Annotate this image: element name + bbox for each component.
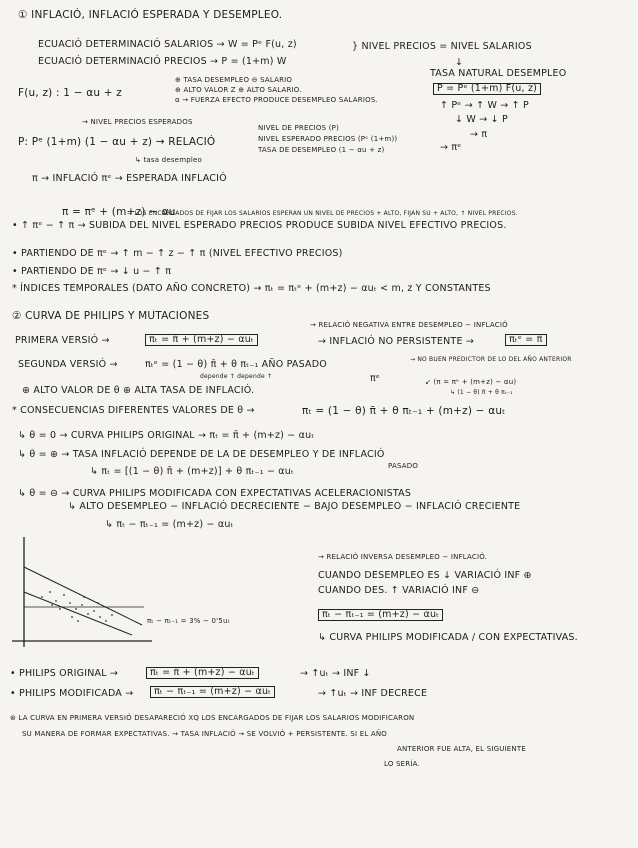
note-line-l10: α → FUERZA EFECTO PRODUCE DESEMPLEO SALARIOS.: [175, 96, 378, 104]
note-line-l05: ↓: [455, 57, 464, 68]
note-line-l13: ↑ Pᵉ → ↑ W → ↑ P: [440, 100, 529, 111]
note-line-l07: ⊕ TASA DESEMPLEO ⊖ SALARIO: [175, 76, 293, 84]
note-line-l25: • ↑ πᵉ − ↑ π → SUBIDA DEL NIVEL ESPERADO PRECIOS PRODUCE SUBIDA NIVEL EFECTIVO PRECIOS.: [12, 220, 507, 231]
note-line-l33: → INFLACIÓ NO PERSISTENTE →: [318, 336, 475, 347]
note-line-l04: ECUACIÓ DETERMINACIÓ PRECIOS → P = (1+m) W: [38, 56, 287, 67]
note-line-l48: ↳ πₜ = [(1 − θ) π̄ + (m+z)] + θ πₜ₋₁ − αuₜ: [90, 466, 294, 477]
note-line-l46: ↳ θ = ⊕ → TASA INFLACIÓ DEPENDE DE LA DE DESEMPLEO Y DE INFLACIÓ: [18, 449, 385, 460]
note-line-l37: → NO BUEN PREDICTOR DE LO DEL AÑO ANTERIOR: [410, 356, 572, 363]
note-line-l03: } NIVEL PRECIOS = NIVEL SALARIOS: [352, 41, 532, 52]
note-line-l08: F(u, z) : 1 − αu + z: [18, 87, 123, 99]
note-line-l60: → ↑uₜ → INF ↓: [300, 668, 371, 679]
note-line-l55: πₜ − πₜ₋₁ = 3% − 0'5uₜ: [147, 617, 230, 625]
note-line-l12: → NIVEL PRECIOS ESPERADOS: [82, 118, 193, 126]
note-line-l23: π = πᵉ + (m+z) − αu: [62, 206, 176, 218]
note-line-l49: ↳ θ = ⊖ → CURVA PHILIPS MODIFICADA CON EXPECTATIVAS ACELERACIONISTAS: [18, 488, 412, 499]
note-line-l27: • PARTIENDO DE πᵉ → ↓ u − ↑ π: [12, 266, 172, 277]
note-line-l20: → πᵉ: [440, 142, 462, 153]
note-line-l16: NIVEL DE PRECIOS (P): [258, 124, 339, 132]
philips-sketch-chart: [12, 537, 157, 657]
note-line-l67: LO SERÍA.: [384, 760, 420, 768]
note-line-l31: PRIMERA VERSIÓ →: [15, 335, 110, 346]
note-line-l47: PASADO: [388, 462, 419, 470]
note-line-l24: → LOS ENCARGADOS DE FIJAR LOS SALARIOS ESPERAN UN NIVEL DE PRECIOS + ALTO, FIJAN SU + ALTO, ↑ NIVEL PRECIOS.: [127, 210, 518, 217]
note-line-l56: πₜ − πₜ₋₁ = (m+z) − αuₜ: [318, 609, 443, 621]
note-line-l62: πₜ − πₜ₋₁ = (m+z) − αuₜ: [150, 686, 275, 698]
note-line-l42: ↳ (1 − θ) π̄ + θ πₜ₋₁: [450, 389, 513, 396]
note-line-l40: ↙ (π = πᵉ + (m+z) − αu): [425, 378, 517, 386]
note-line-l11: P = Pᵉ (1+m) F(u, z): [433, 83, 541, 95]
note-line-l39: πᵉ: [370, 373, 381, 384]
chart-line-2: [24, 592, 132, 635]
chart-line-1: [24, 567, 142, 625]
note-line-l54: CUANDO DES. ↑ VARIACIÓ INF ⊖: [318, 585, 480, 596]
note-line-l01: ① INFLACIÓ, INFLACIÓ ESPERADA Y DESEMPLEO.: [18, 9, 283, 21]
note-line-l06: TASA NATURAL DESEMPLEO: [430, 68, 567, 79]
chart-scatter-points: [41, 591, 113, 622]
note-line-l41: ⊕ ALTO VALOR DE θ ⊕ ALTA TASA DE INFLACIÓ.: [22, 385, 255, 396]
note-line-l02: ECUACIÓ DETERMINACIÓ SALARIOS → W = Pᵉ F(u, z): [38, 39, 297, 50]
note-line-l58: • PHILIPS ORIGINAL →: [10, 668, 119, 679]
note-line-l18: TASA DE DESEMPLEO (1 − αu + z): [258, 146, 385, 154]
note-line-l43: * CONSECUENCIAS DIFERENTES VALORES DE θ →: [12, 405, 255, 416]
note-line-l17: NIVEL ESPERADO PRECIOS (Pᵉ (1+m)): [258, 135, 398, 143]
note-line-l32: πₜ = π̄ + (m+z) − αuₜ: [145, 334, 258, 346]
note-line-l65: SU MANERA DE FORMAR EXPECTATIVAS. → TASA INFLACIÓ → SE VOLVIÓ + PERSISTENTE. SI EL AÑO: [22, 730, 387, 738]
note-line-l26: • PARTIENDO DE πᵉ → ↑ m − ↑ z − ↑ π (NIVEL EFECTIVO PRECIOS): [12, 248, 343, 259]
note-line-l50: ↳ ALTO DESEMPLEO − INFLACIÓ DECRECIENTE − BAJO DESEMPLEO − INFLACIÓ CRECIENTE: [68, 501, 521, 512]
note-line-l15: P: Pᵉ (1+m) (1 − αu + z) → RELACIÓ: [18, 136, 216, 148]
note-line-l34: πₜᵉ = π̄: [505, 334, 547, 346]
note-line-l52: → RELACIÓ INVERSA DESEMPLEO − INFLACIÓ.: [318, 553, 488, 561]
note-line-l09: ⊕ ALTO VALOR Z ⊕ ALTO SALARIO.: [175, 86, 302, 94]
note-line-l29: ② CURVA DE PHILIPS Y MUTACIONES: [12, 310, 210, 322]
note-line-l19: → π: [470, 129, 488, 140]
note-line-l38: depende ↑ depende ↑: [200, 373, 273, 380]
note-line-l35: SEGUNDA VERSIÓ →: [18, 359, 118, 370]
note-line-l64: ⊛ LA CURVA EN PRIMERA VERSIÓ DESAPARECIÓ XQ LOS ENCARGADOS DE FIJAR LOS SALARIOS MODIFICARON: [10, 714, 415, 722]
note-line-l61: • PHILIPS MODIFICADA →: [10, 688, 134, 699]
note-line-l53: CUANDO DESEMPLEO ES ↓ VARIACIÓ INF ⊕: [318, 570, 532, 581]
note-line-l22: π → INFLACIÓ πᵉ → ESPERADA INFLACIÓ: [32, 173, 227, 184]
note-line-l63: → ↑uₜ → INF DECRECE: [318, 688, 428, 699]
note-line-l59: πₜ = π̄ + (m+z) − αuₜ: [146, 667, 259, 679]
note-line-l45: ↳ θ = 0 → CURVA PHILIPS ORIGINAL → πₜ = π̄ + (m+z) − αuₜ: [18, 430, 315, 441]
note-line-l21: ↳ tasa desempleo: [135, 156, 202, 164]
note-line-l57: ↳ CURVA PHILIPS MODIFICADA / CON EXPECTATIVAS.: [318, 632, 578, 643]
note-line-l66: ANTERIOR FUE ALTA, EL SIGUIENTE: [397, 745, 526, 753]
note-line-l30: → RELACIÓ NEGATIVA ENTRE DESEMPLEO − INFLACIÓ: [310, 321, 508, 329]
note-line-l44: πₜ = (1 − θ) π̄ + θ πₜ₋₁ + (m+z) − αuₜ: [302, 405, 506, 417]
note-line-l51: ↳ πₜ − πₜ₋₁ = (m+z) − αuₜ: [105, 519, 234, 530]
note-line-l14: ↓ W → ↓ P: [455, 114, 508, 125]
note-line-l28: * ÍNDICES TEMPORALES (DATO AÑO CONCRETO) → πₜ = πₜᵉ + (m+z) − αuₜ < m, z Y CONSTANTES: [12, 283, 491, 294]
note-line-l36: πₜᵉ = (1 − θ) π̄ + θ πₜ₋₁ AÑO PASADO: [145, 359, 327, 370]
